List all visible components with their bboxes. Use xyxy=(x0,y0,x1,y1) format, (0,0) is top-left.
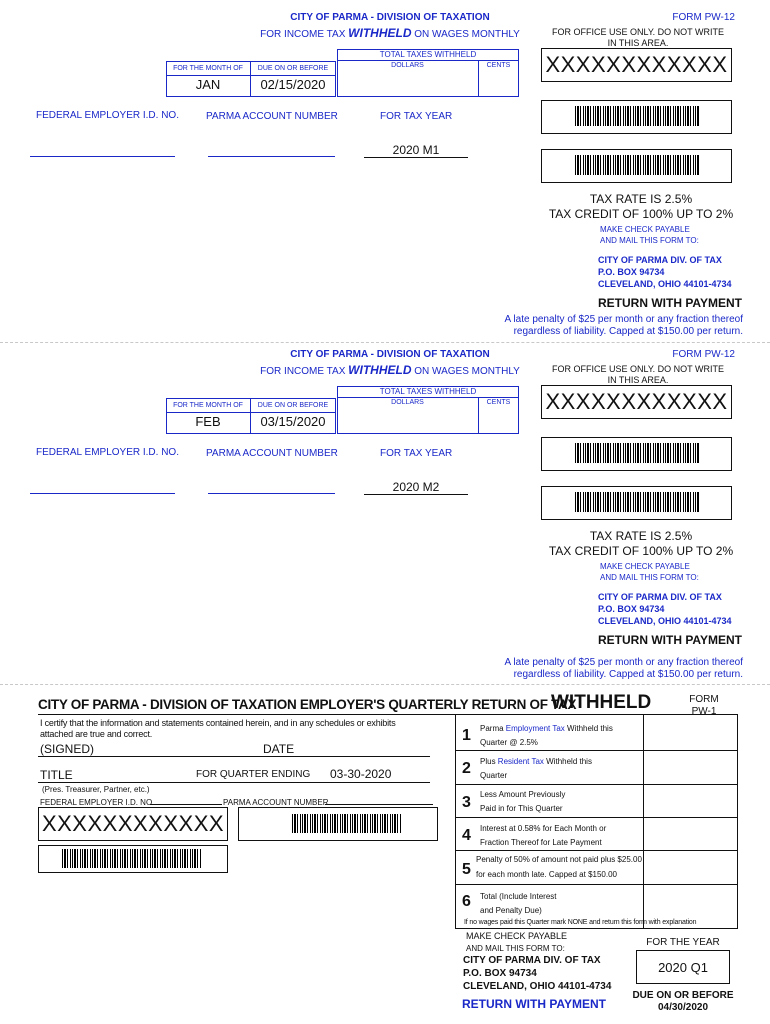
line-5-amount[interactable] xyxy=(645,852,736,882)
form-id: FORM PW-12 xyxy=(672,349,735,360)
barcode-icon xyxy=(575,492,700,512)
due-label: DUE ON OR BEFORE xyxy=(257,402,329,409)
dollars-field[interactable] xyxy=(339,70,477,95)
address-line-1: CITY OF PARMA DIV. OF TAX xyxy=(463,955,601,966)
line-number: 6 xyxy=(462,893,471,910)
line-text-b: Paid in for This Quarter xyxy=(480,804,563,813)
address-line-3: CLEVELAND, OHIO 44101-4734 xyxy=(598,616,732,626)
dollars-label: DOLLARS xyxy=(391,399,424,406)
line-text-a: Interest at 0.58% for Each Month or xyxy=(480,824,607,833)
month-value: FEB xyxy=(195,414,221,429)
line-text-a: Parma Employment Tax Withheld this xyxy=(480,724,613,733)
barcode-icon xyxy=(62,849,202,868)
form-id: FORM PW-12 xyxy=(672,12,735,23)
total-taxes-label: TOTAL TAXES WITHHELD xyxy=(379,50,477,59)
account-label: PARMA ACCOUNT NUMBER xyxy=(206,111,338,122)
month-label: FOR THE MONTH OF xyxy=(173,65,243,72)
line-text-b: Quarter xyxy=(480,771,508,780)
penalty-line-2: regardless of liability. Capped at $150.00 per return. xyxy=(513,669,743,680)
due-date-value: 04/30/2020 xyxy=(657,1002,709,1013)
account-input[interactable] xyxy=(208,493,335,494)
tax-credit: TAX CREDIT OF 100% UP TO 2% xyxy=(548,207,734,221)
make-check-2: AND MAIL THIS FORM TO: xyxy=(600,236,699,245)
address-line-3: CLEVELAND, OHIO 44101-4734 xyxy=(598,279,732,289)
coupon-header-title: CITY OF PARMA - DIVISION OF TAXATION xyxy=(290,12,490,23)
perforation xyxy=(0,684,770,685)
address-line-3: CLEVELAND, OHIO 44101-4734 xyxy=(463,981,612,992)
office-x-value: XXXXXXXXXXXX xyxy=(545,389,728,414)
tax-credit: TAX CREDIT OF 100% UP TO 2% xyxy=(548,544,734,558)
month-value: JAN xyxy=(195,77,221,92)
due-label: DUE ON OR BEFORE xyxy=(632,990,734,1001)
signed-label: (SIGNED) xyxy=(40,742,94,756)
line-text-b: for each month late. Capped at $150.00 xyxy=(476,870,617,879)
line-number: 4 xyxy=(462,827,471,844)
address-line-1: CITY OF PARMA DIV. OF TAX xyxy=(598,592,722,602)
address-line-2: P.O. BOX 94734 xyxy=(598,604,665,614)
line-text-a: Total (Include Interest xyxy=(480,892,557,901)
signature-line[interactable] xyxy=(38,756,430,757)
penalty-line-1: A late penalty of $25 per month or any fraction thereof xyxy=(504,314,743,325)
line-3-amount[interactable] xyxy=(645,786,736,815)
cents-label: CENTS xyxy=(486,62,511,69)
account-label: PARMA ACCOUNT NUMBER xyxy=(206,448,338,459)
tax-year-label: FOR TAX YEAR xyxy=(380,111,453,122)
fein-label: FEDERAL EMPLOYER I.D. NO. xyxy=(36,110,179,121)
fein-label: FEDERAL EMPLOYER I.D. NO. xyxy=(40,798,155,807)
tax-rate: TAX RATE IS 2.5% xyxy=(589,529,693,543)
barcode-icon xyxy=(575,443,700,463)
cents-field[interactable] xyxy=(480,407,517,432)
month-label: FOR THE MONTH OF xyxy=(173,402,243,409)
make-check-1: MAKE CHECK PAYABLE xyxy=(466,931,568,941)
tax-year-value: 2020 M2 xyxy=(392,480,440,494)
make-check-1: MAKE CHECK PAYABLE xyxy=(600,562,690,571)
account-input[interactable] xyxy=(208,156,335,157)
fein-label: FEDERAL EMPLOYER I.D. NO. xyxy=(36,447,179,458)
line-text-a: Plus Resident Tax Withheld this xyxy=(480,757,592,766)
form-id-1: FORM xyxy=(689,694,719,705)
coupon-header-subtitle: FOR INCOME TAX WITHHELD ON WAGES MONTHLY xyxy=(260,363,520,377)
no-wages-note: If no wages paid this Quarter mark NONE and return this form with explanation xyxy=(464,919,697,926)
make-check-2: AND MAIL THIS FORM TO: xyxy=(466,944,565,953)
fein-input[interactable] xyxy=(30,156,175,157)
title-hint: (Pres. Treasurer, Partner, etc.) xyxy=(42,785,150,794)
due-label: DUE ON OR BEFORE xyxy=(257,65,329,72)
barcode-icon xyxy=(292,814,402,833)
office-use-note: FOR OFFICE USE ONLY. DO NOT WRITE IN THIS AREA. xyxy=(551,364,724,385)
line-number: 5 xyxy=(462,861,471,878)
due-date-value: 02/15/2020 xyxy=(260,77,326,92)
dollars-label: DOLLARS xyxy=(391,62,424,69)
return-with-payment: RETURN WITH PAYMENT xyxy=(598,296,742,310)
tax-year-value: 2020 M1 xyxy=(392,143,440,157)
line-4-amount[interactable] xyxy=(645,819,736,848)
title-label: TITLE xyxy=(40,768,73,782)
address-line-2: P.O. BOX 94734 xyxy=(463,968,537,979)
title-line[interactable] xyxy=(38,782,430,783)
dollars-field[interactable] xyxy=(339,407,477,432)
quarter-ending-value: 03-30-2020 xyxy=(330,767,392,781)
barcode-icon xyxy=(575,155,700,175)
certification-text: I certify that the information and statements contained herein, and in any schedules or exhibits attached are true and correct. xyxy=(40,718,396,739)
address-line-2: P.O. BOX 94734 xyxy=(598,267,665,277)
perforation xyxy=(0,342,770,343)
line-2-amount[interactable] xyxy=(645,752,736,782)
penalty-line-2: regardless of liability. Capped at $150.00 per return. xyxy=(513,326,743,337)
cents-label: CENTS xyxy=(486,399,511,406)
quarterly-title: CITY OF PARMA - DIVISION OF TAXATION EMPLOYER'S QUARTERLY RETURN OF TAX xyxy=(38,697,577,712)
office-x-value: XXXXXXXXXXXX xyxy=(545,52,728,77)
tax-year-label: FOR THE YEAR xyxy=(646,937,720,948)
line-text-b: Quarter @ 2.5% xyxy=(480,738,538,747)
tax-year-label: FOR TAX YEAR xyxy=(380,448,453,459)
quarter-ending-label: FOR QUARTER ENDING xyxy=(196,769,311,780)
office-use-note: FOR OFFICE USE ONLY. DO NOT WRITE IN THIS AREA. xyxy=(551,27,724,48)
penalty-line-1: A late penalty of $25 per month or any fraction thereof xyxy=(504,657,743,668)
return-with-payment: RETURN WITH PAYMENT xyxy=(462,997,606,1011)
coupon-header-title: CITY OF PARMA - DIVISION OF TAXATION xyxy=(290,349,490,360)
line-text-a: Less Amount Previously xyxy=(480,790,566,799)
fein-input[interactable] xyxy=(30,493,175,494)
line-1-amount[interactable] xyxy=(645,716,736,748)
tax-year-value: 2020 Q1 xyxy=(658,960,708,975)
return-with-payment: RETURN WITH PAYMENT xyxy=(598,633,742,647)
total-taxes-label: TOTAL TAXES WITHHELD xyxy=(379,387,477,396)
line-number: 1 xyxy=(462,727,471,744)
account-label: PARMA ACCOUNT NUMBER xyxy=(223,798,329,807)
line-text-a: Penalty of 50% of amount not paid plus $25.00 xyxy=(476,855,642,864)
make-check-1: MAKE CHECK PAYABLE xyxy=(600,225,690,234)
due-date-value: 03/15/2020 xyxy=(260,414,326,429)
line-text-b: Fraction Thereof for Late Payment xyxy=(480,838,602,847)
date-label: DATE xyxy=(263,742,295,756)
office-x-value: XXXXXXXXXXXX xyxy=(41,811,225,836)
cents-field[interactable] xyxy=(480,70,517,95)
line-number: 3 xyxy=(462,794,471,811)
tax-rate: TAX RATE IS 2.5% xyxy=(589,192,693,206)
barcode-icon xyxy=(575,106,700,126)
line-text-b: and Penalty Due) xyxy=(480,906,542,915)
make-check-2: AND MAIL THIS FORM TO: xyxy=(600,573,699,582)
quarterly-title-strong: WITHHELD xyxy=(551,692,652,713)
line-number: 2 xyxy=(462,760,471,777)
address-line-1: CITY OF PARMA DIV. OF TAX xyxy=(598,255,722,265)
coupon-header-subtitle: FOR INCOME TAX WITHHELD ON WAGES MONTHLY xyxy=(260,26,520,40)
form-id-2: PW-1 xyxy=(691,706,717,717)
